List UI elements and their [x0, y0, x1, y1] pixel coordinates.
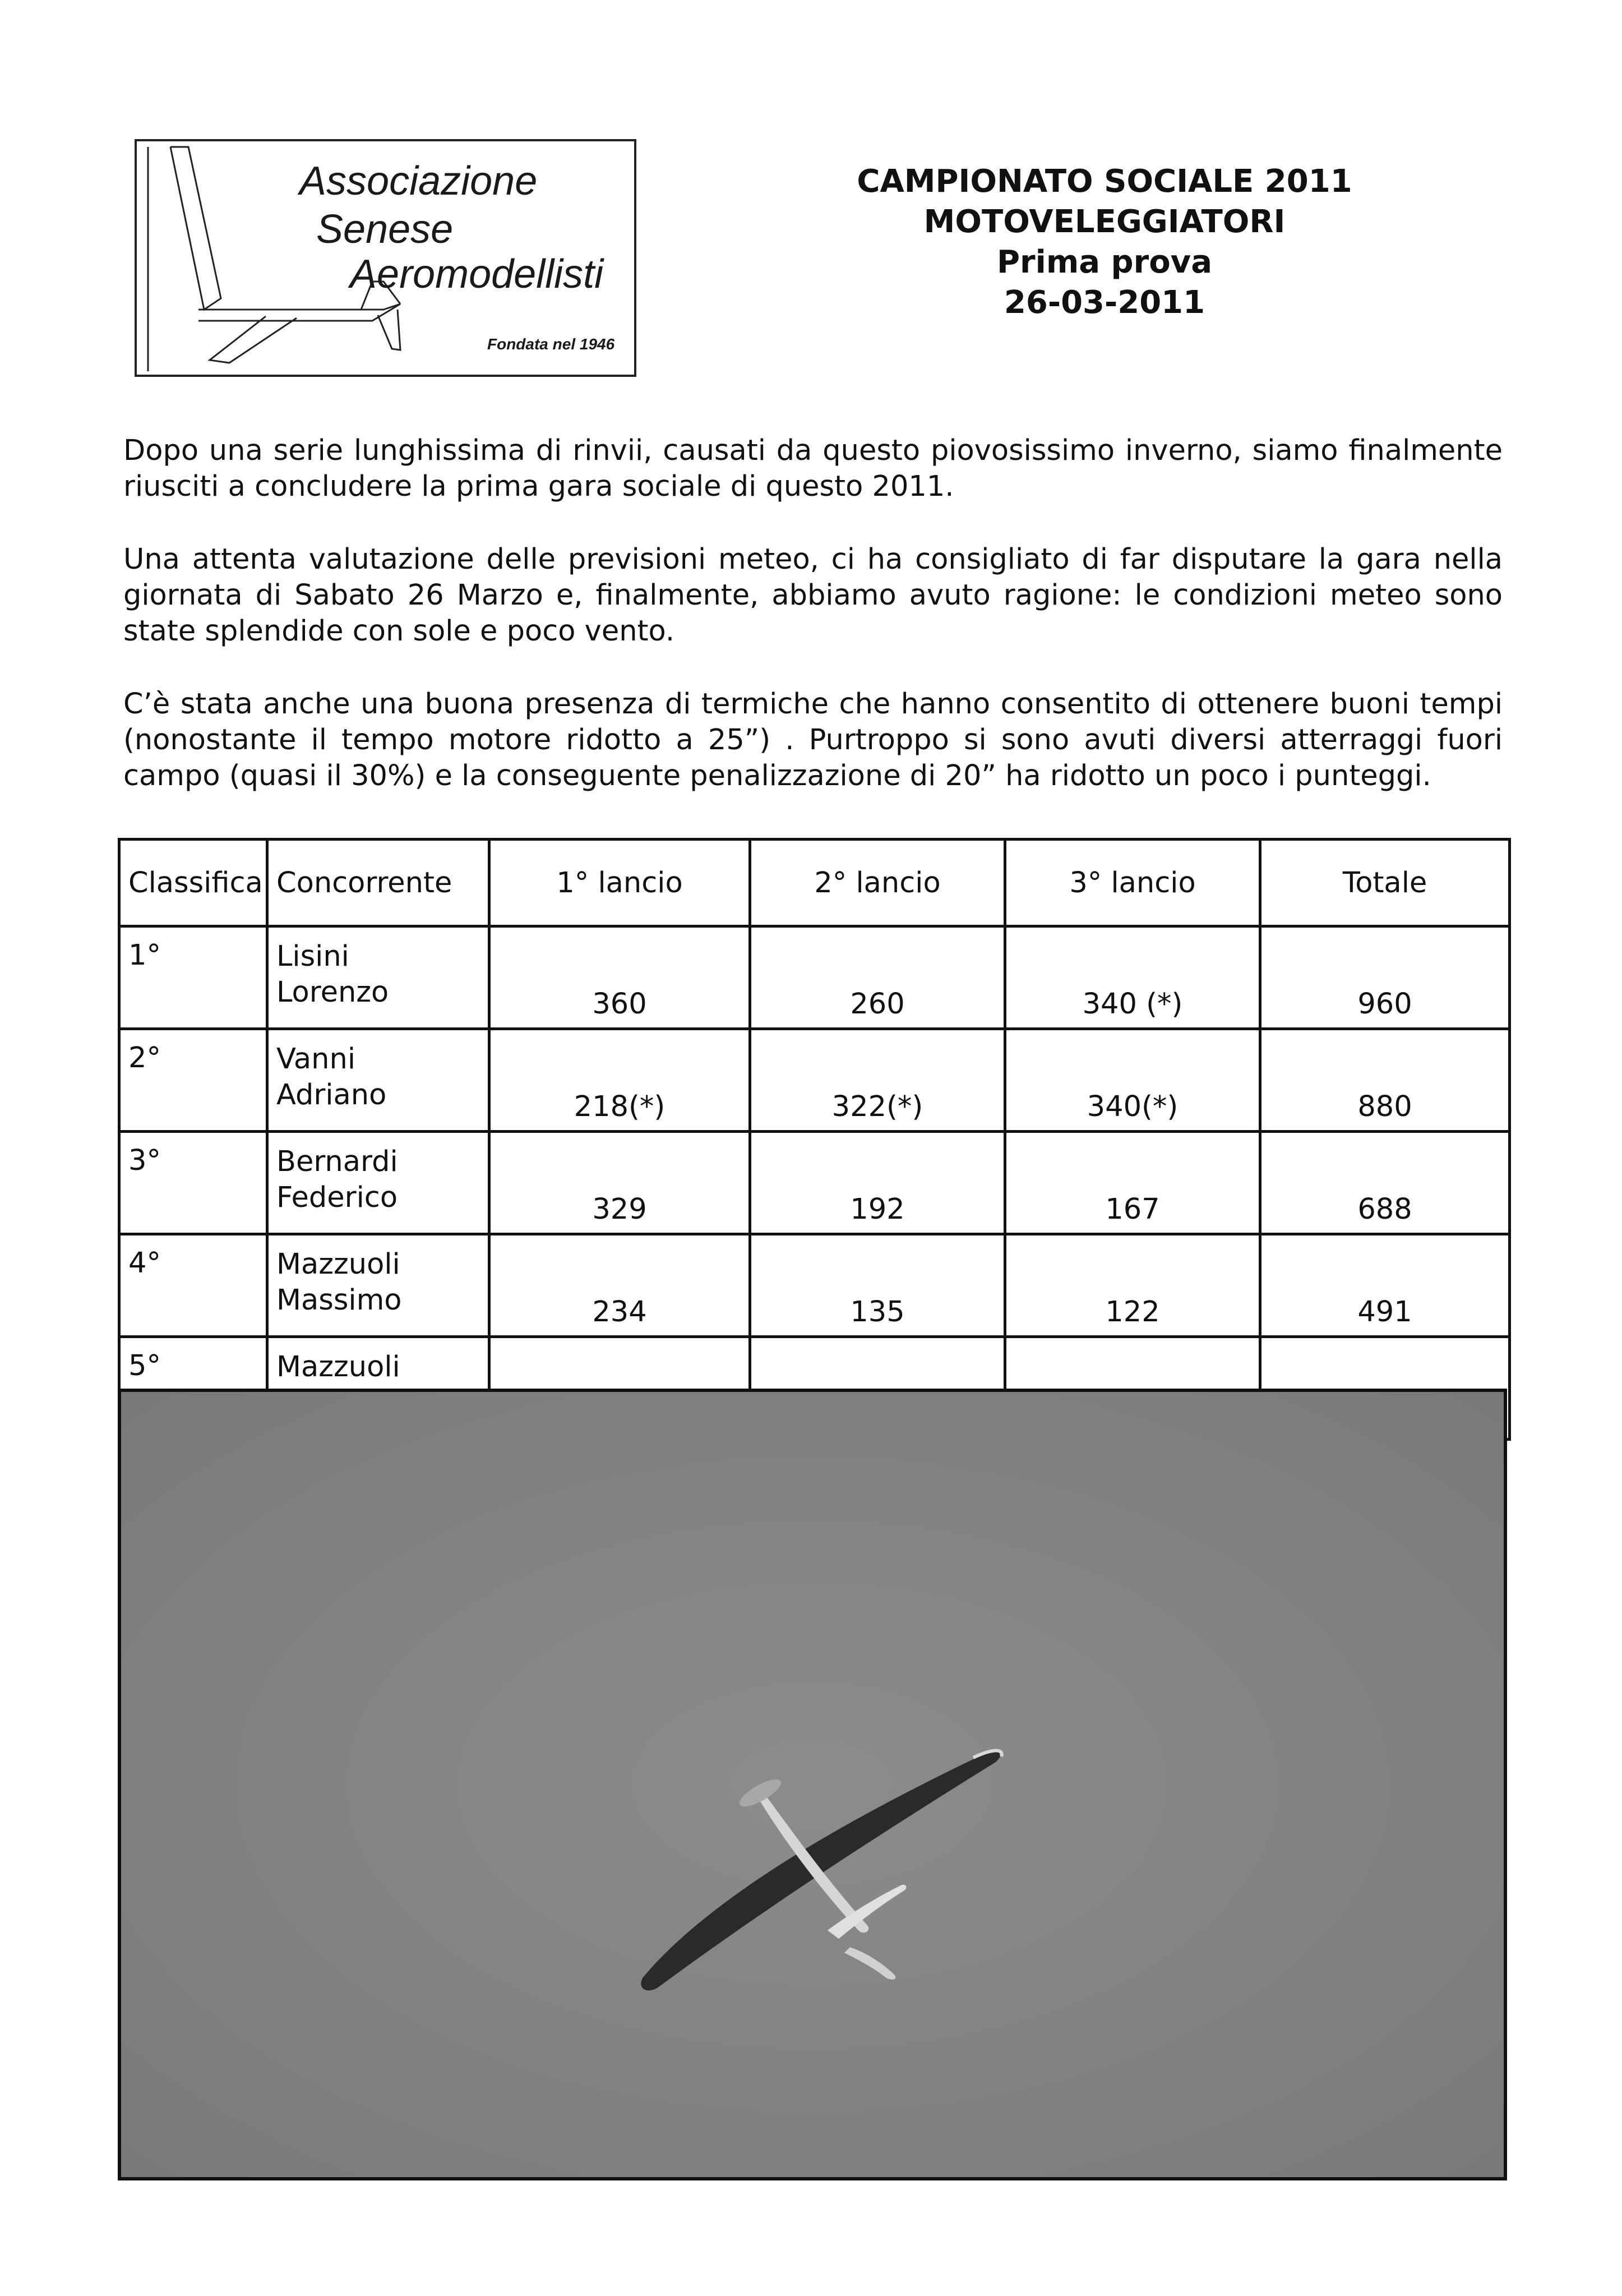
competitor-surname: Mazzuoli — [276, 1248, 400, 1281]
launch-1-cell: 360 — [489, 926, 750, 1029]
launch-1-cell: 329 — [489, 1132, 750, 1234]
competitor-surname: Vanni — [276, 1043, 355, 1076]
rank-cell: 1° — [119, 926, 267, 1029]
table-row — [119, 1132, 1510, 1234]
logo-text-line1: Associazione — [299, 159, 538, 204]
launch-2-cell: 135 — [750, 1234, 1005, 1337]
results-table — [118, 838, 1511, 1441]
intro-paragraph: Dopo una serie lunghissima di rinvii, causati da questo piovosissimo inverno, siamo finalmente riusciti a concludere la prima gara sociale di questo 2011. — [123, 434, 1503, 503]
competitor-cell — [267, 1029, 489, 1132]
association-logo — [135, 139, 636, 377]
header-rank: Classifica — [119, 840, 267, 926]
logo-founded-text: Fondata nel 1946 — [487, 335, 615, 353]
header-round: Prima prova — [997, 244, 1212, 280]
header-launch-2: 2° lancio — [750, 840, 1005, 926]
table-row — [119, 926, 1510, 1029]
launch-2-cell: 192 — [750, 1132, 1005, 1234]
total-cell: 491 — [1260, 1234, 1510, 1337]
rank-cell: 4° — [119, 1234, 267, 1337]
launch-1-cell: 234 — [489, 1234, 750, 1337]
launch-2-cell: 322(*) — [750, 1029, 1005, 1132]
header-competitor: Concorrente — [267, 840, 489, 926]
weather-paragraph: Una attenta valutazione delle previsioni meteo, ci ha consigliato di far disputare la gara nella giornata di Sabato 26 Marzo e, finalmente, abbiamo avuto ragione: le condizioni meteo sono state splendide con sole e poco vento. — [123, 543, 1503, 648]
competitor-surname: Lisini — [276, 940, 349, 973]
header-total: Totale — [1260, 840, 1510, 926]
competitor-cell — [267, 1234, 489, 1337]
launch-2-cell: 260 — [750, 926, 1005, 1029]
document-header — [796, 162, 1413, 323]
results-paragraph: C’è stata anche una buona presenza di termiche che hanno consentito di ottenere buoni tempi (nonostante il tempo motore ridotto a 25”) . Purtroppo si sono avuti diversi atterraggi fuori campo (quasi il 30%) e la conseguente penalizzazione di 20” ha ridotto un poco i punteggi. — [123, 688, 1503, 792]
competitor-name: Federico — [276, 1181, 398, 1214]
rank-cell: 3° — [119, 1132, 267, 1234]
competitor-cell — [267, 1132, 489, 1234]
competitor-surname: Mazzuoli — [276, 1350, 400, 1384]
total-cell: 960 — [1260, 926, 1510, 1029]
glider-in-flight-image — [121, 1392, 1504, 2177]
launch-3-cell: 167 — [1005, 1132, 1260, 1234]
rank-cell: 5° — [119, 1337, 267, 1440]
total-cell: 880 — [1260, 1029, 1510, 1132]
table-header-row — [119, 840, 1510, 926]
header-launch-1: 1° lancio — [489, 840, 750, 926]
rank-cell: 2° — [119, 1029, 267, 1132]
competitor-name: Massimo — [276, 1284, 402, 1317]
total-cell: 688 — [1260, 1132, 1510, 1234]
competitor-surname: Bernardi — [276, 1145, 398, 1178]
competitor-cell — [267, 926, 489, 1029]
launch-1-cell: 218(*) — [489, 1029, 750, 1132]
logo-text-line2: Senese — [316, 207, 454, 252]
table-row — [119, 1234, 1510, 1337]
header-category: MOTOVELEGGIATORI — [923, 204, 1286, 240]
competitor-name: Lorenzo — [276, 976, 389, 1009]
competitor-name: Adriano — [276, 1078, 387, 1112]
header-date: 26-03-2011 — [1004, 284, 1205, 321]
header-title: CAMPIONATO SOCIALE 2011 — [857, 163, 1352, 200]
table-row — [119, 1029, 1510, 1132]
launch-3-cell: 122 — [1005, 1234, 1260, 1337]
launch-3-cell: 340(*) — [1005, 1029, 1260, 1132]
glider-photo — [118, 1389, 1507, 2180]
logo-text-line3: Aeromodellisti — [350, 252, 604, 297]
launch-3-cell: 340 (*) — [1005, 926, 1260, 1029]
header-launch-3: 3° lancio — [1005, 840, 1260, 926]
